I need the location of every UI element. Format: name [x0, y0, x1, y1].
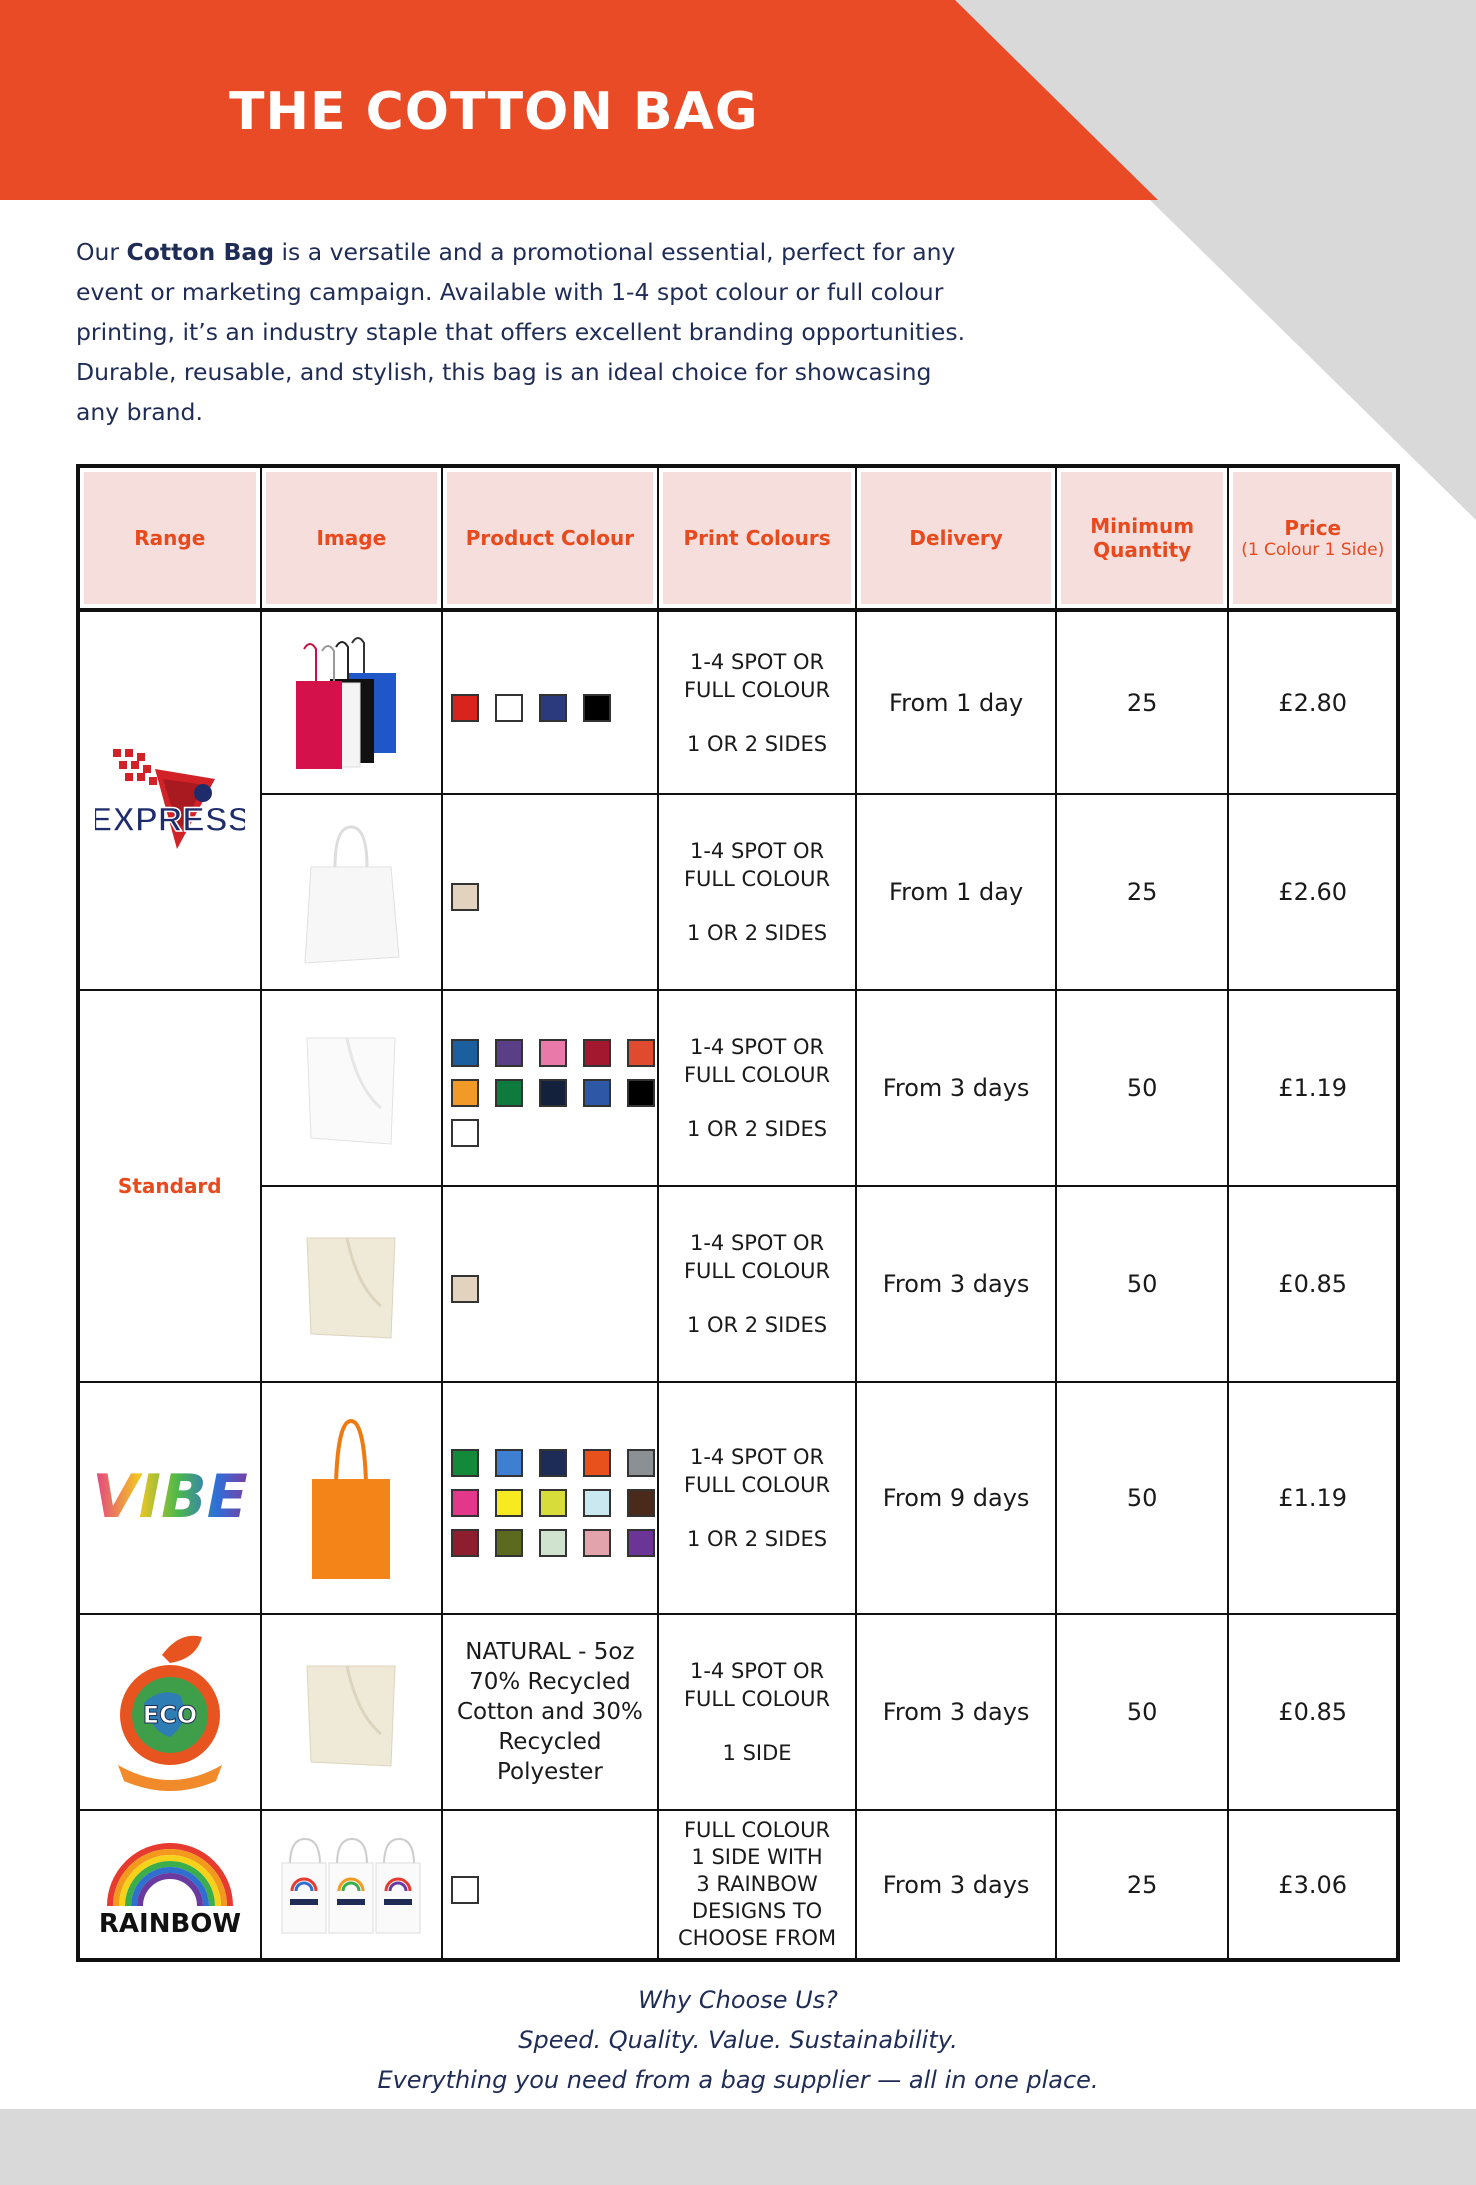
colour-swatch	[451, 1449, 479, 1477]
swatch-grid	[443, 1439, 657, 1557]
print-colours-cell: FULL COLOUR 1 SIDE WITH 3 RAINBOW DESIGNS TO CHOOSE FROM	[658, 1810, 857, 1960]
footer-line-1: Why Choose Us?	[638, 1986, 838, 2014]
delivery-cell: From 3 days	[856, 1810, 1056, 1960]
colour-swatch	[583, 1529, 611, 1557]
range-express-cell	[78, 610, 261, 990]
delivery-cell: From 1 day	[856, 610, 1056, 794]
product-colour-description: NATURAL - 5oz 70% Recycled Cotton and 30% Recycled Polyester	[456, 1639, 643, 1785]
table-row	[78, 990, 1398, 1186]
colour-swatch	[495, 1489, 523, 1517]
svg-text:EXPRESS: EXPRESS	[94, 800, 245, 839]
product-image-cell	[261, 1614, 443, 1810]
express-logo	[95, 739, 245, 859]
colour-swatch	[451, 694, 479, 722]
table-row	[78, 1382, 1398, 1614]
delivery-cell: From 3 days	[856, 1614, 1056, 1810]
swatch-grid	[443, 1029, 657, 1147]
colour-swatch	[451, 1039, 479, 1067]
price-cell: £3.06	[1228, 1810, 1398, 1960]
min-qty-cell: 50	[1056, 990, 1229, 1186]
print-colours-cell: 1-4 SPOT OR FULL COLOUR 1 OR 2 SIDES	[658, 610, 857, 794]
bottom-grey-bar	[0, 2109, 1476, 2185]
orange-tote-bag-image	[296, 1413, 406, 1583]
colour-swatch	[451, 1079, 479, 1107]
min-qty-cell: 50	[1056, 1186, 1229, 1382]
product-image-cell	[261, 1382, 443, 1614]
footer-line-3: Everything you need from a bag supplier — all in one place.	[377, 2066, 1099, 2094]
price-cell: £2.80	[1228, 610, 1398, 794]
page-title: THE COTTON BAG	[229, 82, 759, 142]
colour-swatch	[451, 1119, 479, 1147]
min-qty-cell: 50	[1056, 1382, 1229, 1614]
rainbow-logo	[95, 1828, 245, 1938]
eco-logo	[100, 1625, 240, 1795]
colour-swatch	[583, 1039, 611, 1067]
colour-swatch	[451, 1529, 479, 1557]
header-minimum-quantity: Minimum Quantity	[1056, 466, 1229, 610]
table-row	[78, 794, 1398, 990]
colour-swatch	[495, 1079, 523, 1107]
colour-swatch	[451, 1876, 479, 1904]
svg-text:RAINBOW: RAINBOW	[98, 1908, 241, 1938]
min-qty-cell: 25	[1056, 1810, 1229, 1960]
product-image-cell	[261, 1186, 443, 1382]
intro-prefix: Our	[76, 238, 127, 266]
header-product-colour: Product Colour	[442, 466, 658, 610]
recycled-natural-tote-image	[291, 1642, 411, 1782]
colour-swatch	[495, 1529, 523, 1557]
colour-swatch	[627, 1449, 655, 1477]
range-eco-cell	[78, 1614, 261, 1810]
table-row	[78, 1186, 1398, 1382]
price-cell: £2.60	[1228, 794, 1398, 990]
price-cell: £0.85	[1228, 1614, 1398, 1810]
colour-swatch	[495, 694, 523, 722]
colour-swatch	[583, 694, 611, 722]
product-colour-cell	[442, 1810, 658, 1960]
range-standard-cell	[78, 990, 261, 1382]
product-colour-cell	[442, 990, 658, 1186]
price-cell: £0.85	[1228, 1186, 1398, 1382]
colour-swatch	[627, 1079, 655, 1107]
swatch-grid	[443, 873, 657, 911]
colour-swatch	[451, 883, 479, 911]
header-range: Range	[78, 466, 261, 610]
print-colours-cell: 1-4 SPOT OR FULL COLOUR 1 OR 2 SIDES	[658, 990, 857, 1186]
colour-swatch	[495, 1449, 523, 1477]
colour-swatch	[451, 1489, 479, 1517]
product-colour-cell	[442, 1382, 658, 1614]
svg-text:ECO: ECO	[142, 1701, 197, 1729]
product-colour-cell	[442, 794, 658, 990]
intro-body: is a versatile and a promotional essential, perfect for any event or marketing campaign. Available with 1-4 spot colour or full colour printing, it’s an industry staple that offers excellent branding opportunities. Durable, reusable, and stylish, this bag is an ideal choice for showcasing any brand.	[76, 238, 966, 426]
header-print-colours: Print Colours	[658, 466, 857, 610]
colour-swatch	[539, 1079, 567, 1107]
footer-line-2: Speed. Quality. Value. Sustainability.	[518, 2026, 958, 2054]
intro-paragraph	[76, 232, 976, 432]
product-colour-cell	[442, 610, 658, 794]
colour-swatch	[539, 1529, 567, 1557]
colour-swatch	[583, 1449, 611, 1477]
swatch-grid	[443, 684, 657, 722]
white-tote-bag-image	[291, 1018, 411, 1158]
header-delivery: Delivery	[856, 466, 1056, 610]
min-qty-cell: 25	[1056, 610, 1229, 794]
svg-text:VIBE: VIBE	[92, 1462, 248, 1532]
print-colours-cell: 1-4 SPOT OR FULL COLOUR 1 OR 2 SIDES	[658, 794, 857, 990]
range-vibe-cell	[78, 1382, 261, 1614]
range-rainbow-cell	[78, 1810, 261, 1960]
white-cotton-bag-image	[291, 817, 411, 967]
price-cell: £1.19	[1228, 990, 1398, 1186]
print-colours-cell: 1-4 SPOT OR FULL COLOUR 1 OR 2 SIDES	[658, 1382, 857, 1614]
intro-product-name: Cotton Bag	[126, 238, 275, 266]
delivery-cell: From 1 day	[856, 794, 1056, 990]
colour-swatch	[583, 1079, 611, 1107]
header-image: Image	[261, 466, 443, 610]
colour-swatch	[627, 1489, 655, 1517]
product-image-cell	[261, 990, 443, 1186]
product-image-cell	[261, 794, 443, 990]
delivery-cell: From 3 days	[856, 1186, 1056, 1382]
coloured-cotton-bags-image	[286, 633, 416, 773]
table-row	[78, 610, 1398, 794]
footer-tagline	[0, 1980, 1476, 2100]
product-image-cell	[261, 610, 443, 794]
print-colours-cell: 1-4 SPOT OR FULL COLOUR 1 OR 2 SIDES	[658, 1186, 857, 1382]
colour-swatch	[539, 694, 567, 722]
product-colour-cell	[442, 1614, 658, 1810]
rainbow-print-bags-image	[276, 1825, 426, 1945]
colour-swatch	[627, 1529, 655, 1557]
colour-swatch	[539, 1449, 567, 1477]
delivery-cell: From 9 days	[856, 1382, 1056, 1614]
colour-swatch	[539, 1489, 567, 1517]
product-colour-cell	[442, 1186, 658, 1382]
natural-tote-bag-image	[291, 1214, 411, 1354]
header-price: Price (1 Colour 1 Side)	[1228, 466, 1398, 610]
product-image-cell	[261, 1810, 443, 1960]
print-colours-cell: 1-4 SPOT OR FULL COLOUR 1 SIDE	[658, 1614, 857, 1810]
swatch-grid	[443, 1265, 657, 1303]
delivery-cell: From 3 days	[856, 990, 1056, 1186]
colour-swatch	[583, 1489, 611, 1517]
range-standard-label: Standard	[117, 1174, 222, 1198]
vibe-logo	[90, 1451, 250, 1541]
min-qty-cell: 25	[1056, 794, 1229, 990]
colour-swatch	[539, 1039, 567, 1067]
colour-swatch	[495, 1039, 523, 1067]
product-table	[76, 464, 1400, 1962]
table-row	[78, 1810, 1398, 1960]
min-qty-cell: 50	[1056, 1614, 1229, 1810]
swatch-grid	[443, 1866, 657, 1904]
colour-swatch	[627, 1039, 655, 1067]
table-row	[78, 1614, 1398, 1810]
colour-swatch	[451, 1275, 479, 1303]
price-cell: £1.19	[1228, 1382, 1398, 1614]
